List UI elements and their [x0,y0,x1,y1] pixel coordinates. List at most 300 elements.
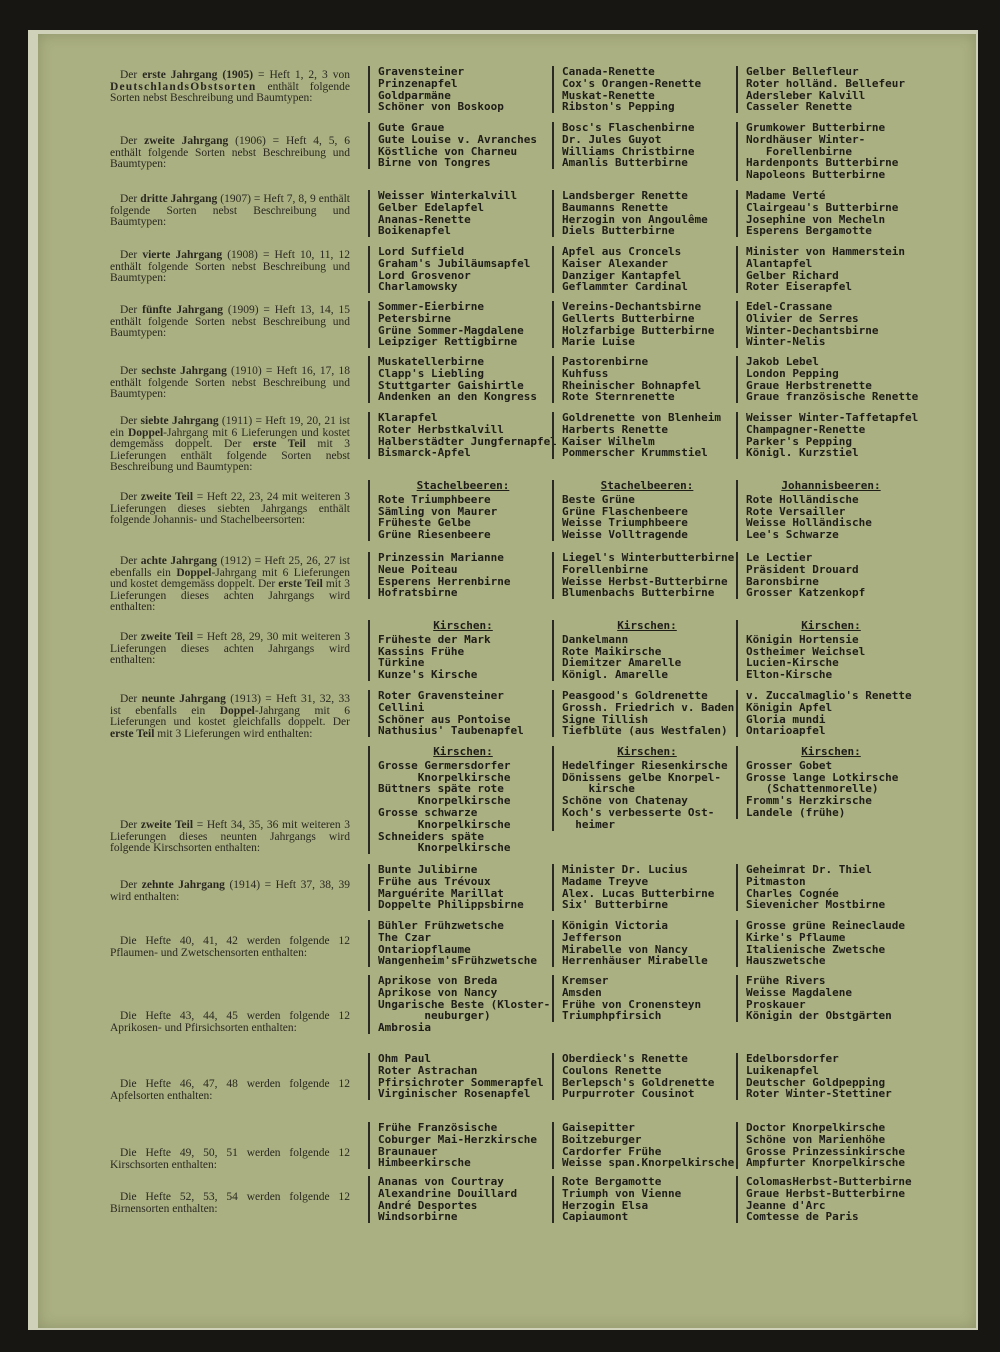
variety-name: Schöner von Boskoop [378,100,504,114]
description-text: zehnte Jahrgang [141,879,225,891]
variety-name: Grosse Germersdorfer [378,758,511,772]
variety-column [552,301,742,348]
variety-name: Roter Gravensteiner [378,689,504,702]
variety-name: v. Zuccalmaglio's Renette [746,689,912,702]
variety-name: Comtesse de Paris [746,1210,859,1224]
description-text: Der [120,819,141,831]
description-text: (1910) = Heft 16, 17, 18 enthält folgende Sorten nebst Beschreibung und Baumtypen: [110,365,350,401]
entry-description [110,694,350,740]
variety-name: Baronsbirne [746,574,819,588]
variety-name: Kassins Frühe [378,644,465,658]
variety-name: Klarapfel [378,411,438,424]
variety-name: Andenken an den Kongress [378,390,537,404]
variety-name: Stuttgarter Gaishirtle [378,378,524,392]
description-text: Der [120,491,141,503]
variety-name: Boitzeburger [562,1132,642,1146]
variety-name: Petersbirne [378,311,451,325]
variety-column [368,480,558,541]
variety-name: Goldrenette von Blenheim [562,411,721,424]
variety-name: Königin Victoria [562,919,668,932]
variety-name: Holzfarbige Butterbirne [562,323,715,337]
description-text: = Heft 28, 29, 30 mit weiteren 3 Lieferungen dieses achten Jahrgangs wird enthalten: [110,631,350,667]
variety-name: Baumanns Renette [562,200,668,214]
variety-name: Apfel aus Croncels [562,245,682,258]
description-text: mit 3 Lieferungen enthält folgende Sorten nebst Beschreibung und Baumtypen: [110,438,350,474]
description-text: Der [120,135,145,147]
description-text: (1908) = Heft 10, 11, 12 enthält folgende Sorten nebst Beschreibung und Baumtypen: [110,249,350,285]
variety-name: Geflammter Cardinal [562,280,688,294]
variety-name: Muskatellerbirne [378,355,484,368]
variety-column [736,920,926,967]
variety-name: Kuhfuss [562,366,609,380]
variety-name: Leipziger Rettigbirne [378,335,518,349]
variety-name: Clapp's Liebling [378,366,484,380]
variety-column [736,190,926,237]
variety-column [736,1176,926,1223]
variety-name: Doppelte Philippsbirne [378,898,524,912]
variety-name: Le Lectier [746,551,813,564]
variety-name: Aprikose von Breda [378,974,498,987]
variety-name: Königin der Obstgärten [746,1009,892,1023]
variety-name: Sievenicher Mostbirne [746,898,886,912]
variety-name: Champagner-Renette [746,422,866,436]
variety-column [552,1176,742,1223]
variety-name: Harberts Renette [562,422,668,436]
variety-name: Charles Cognée [746,886,839,900]
variety-name: Nathusius' Taubenapfel [378,724,524,738]
variety-name: Amsden [562,985,602,999]
variety-name: Bismarck-Apfel [378,446,471,460]
variety-name: Nordhäuser Winter- [746,132,866,146]
description-text: Der [120,555,141,567]
variety-name: Dr. Jules Guyot [562,132,662,146]
variety-name: Roter Astrachan [378,1063,478,1077]
entry-description [110,194,350,229]
variety-name: Capiaumont [562,1210,629,1224]
variety-name: Dankelmann [562,632,629,646]
variety-name: Jakob Lebel [746,355,819,368]
variety-name: Grosser Gobet [746,758,833,772]
variety-column [552,690,742,737]
description-text: enthält folgende Sorten nebst Beschreibung und Baumtypen: [110,80,350,105]
variety-column [368,66,558,113]
variety-column [552,620,742,681]
variety-name: Hardenponts Butterbirne [746,156,899,170]
variety-column [736,412,926,459]
variety-name: Ostheimer Weichsel [746,644,866,658]
variety-name: Edelborsdorfer [746,1052,839,1065]
variety-column [368,620,558,681]
variety-column [552,66,742,113]
variety-column [552,480,742,541]
variety-name: Italienische Zwetsche [746,942,886,956]
variety-name: Roter Eiserapfel [746,280,852,294]
variety-name: Blumenbachs Butterbirne [562,586,715,600]
variety-name: Gute Graue [378,121,445,134]
variety-name: Frühe Französische [378,1121,498,1134]
variety-name: Minister von Hammerstein [746,245,905,258]
description-text: erste Jahrgang (1905) [142,69,254,81]
description-text: zweite Teil [140,631,194,643]
variety-name: Aprikose von Nancy [378,985,498,999]
variety-name: Marguérite Marillat [378,886,504,900]
variety-name: Früheste Gelbe [378,516,471,530]
variety-column [368,246,558,293]
variety-name: Weisse span.Knorpelkirsche [562,1156,735,1170]
variety-name: Halberstädter Jungfernapfel [378,434,557,448]
variety-name: Rote Maikirsche [562,644,662,658]
description-text: Der [120,879,142,891]
variety-name: Alantapfel [746,256,813,270]
variety-name: Herzogin von Angoulême [562,212,708,226]
variety-column [552,746,742,831]
variety-name: Grüne Sommer-Magdalene [378,323,524,337]
description-text: Die Hefte 40, 41, 42 werden folgende 12 Pflaumen- und Zwetschensorten enthalten: [110,935,350,959]
variety-name: Coulons Renette [562,1063,662,1077]
variety-name: Grüne Flaschenbeere [562,504,688,518]
description-text: Die Hefte 46, 47, 48 werden folgende 12 Apfelsorten enthalten: [110,1078,350,1102]
description-text: (1907) = Heft 7, 8, 9 enthält folgende Sorten nebst Beschreibung und Baumtypen: [110,193,351,229]
variety-column [552,246,742,293]
variety-name: Bosc's Flaschenbirne [562,121,695,134]
variety-name: Triumph von Vienne [562,1186,682,1200]
variety-name: Pommerscher Krummstiel [562,446,708,460]
category-heading: Stachelbeeren: [416,479,510,492]
variety-column [736,480,926,541]
variety-name: Madame Verté [746,189,826,202]
variety-name: Königl. Kurzstiel [746,446,859,460]
variety-name: Gute Louise v. Avranches [378,132,537,146]
variety-name: Schöne von Chatenay [562,794,688,808]
entry-description [110,1192,350,1215]
variety-name: Köstliche von Charneu [378,144,518,158]
variety-name: Clairgeau's Butterbirne [746,200,899,214]
description-text: vierte Jahrgang [142,249,223,261]
variety-name: Knorpelkirsche [378,841,511,855]
variety-name: Cox's Orangen-Renette [562,76,702,90]
variety-name: Lord Suffield [378,245,465,258]
variety-name: Graue Herbst-Butterbirne [746,1186,905,1200]
variety-name: Kremser [562,974,609,987]
variety-name: kirsche [562,782,635,796]
variety-name: Jefferson [562,930,622,944]
entry-description [110,492,350,527]
variety-name: Königin Apfel [746,700,833,714]
variety-name: Birne von Tongres [378,156,491,170]
variety-name: Himbeerkirsche [378,1156,471,1170]
variety-name: Früheste der Mark [378,632,491,646]
description-text: DeutschlandsObstsorten [110,80,257,93]
category-heading: Kirschen: [433,619,493,632]
variety-name: Amanlis Butterbirne [562,156,688,170]
variety-name: Napoleons Butterbirne [746,168,886,182]
variety-name: Weisse Holländische [746,516,872,530]
variety-name: Deutscher Goldpepping [746,1075,886,1089]
variety-name: Königl. Amarelle [562,668,668,682]
variety-name: Luikenapfel [746,1063,819,1077]
description-text: fünfte Jahrgang [142,304,223,316]
variety-name: Roter Herbstkalvill [378,422,504,436]
variety-name: Ontarioapfel [746,724,826,738]
variety-name: Lee's Schwarze [746,528,839,542]
variety-column [736,552,926,599]
variety-column [736,620,926,681]
variety-name: Gellerts Butterbirne [562,311,695,325]
variety-name: Purpurroter Cousinot [562,1087,695,1101]
variety-name: Diemitzer Amarelle [562,656,682,670]
variety-name: Weisse Volltragende [562,528,688,542]
variety-name: (Schattenmorelle) [746,782,879,796]
variety-column [552,975,742,1022]
description-text: dritte Jahrgang [140,193,218,205]
variety-name: Berlepsch's Goldrenette [562,1075,715,1089]
description-text: -Jahrgang mit 6 Lieferungen und kostet gleichfalls doppelt. Der [110,704,350,729]
variety-name: Forellenbirne [562,562,649,576]
description-text: (1913) = Heft 31, 32, 33 ist ebenfalls ein [110,693,350,717]
variety-column [736,246,926,293]
variety-name: Hofratsbirne [378,586,458,600]
description-text: Der [120,304,143,316]
variety-name: Schöner aus Pontoise [378,712,511,726]
variety-name: Frühe Rivers [746,974,826,987]
variety-name: Ohm Paul [378,1052,431,1065]
variety-name: Roter Winter-Stettiner [746,1087,892,1101]
variety-column [368,920,558,967]
variety-name: Williams Christbirne [562,144,695,158]
description-text: Der [120,193,141,205]
variety-name: Sämling von Maurer [378,504,498,518]
variety-name: Schneiders späte [378,829,484,843]
entry-description [110,70,350,105]
description-text: = Heft 1, 2, 3 von [253,69,350,81]
variety-name: Weisse Herbst-Butterbirne [562,574,728,588]
variety-name: Signe Tillish [562,712,649,726]
variety-name: Präsident Drouard [746,562,859,576]
category-heading: Kirschen: [801,619,861,632]
description-text: erste Teil [252,438,306,451]
variety-column [552,552,742,599]
entry-description [110,250,350,285]
variety-name: Weisser Winter-Taffetapfel [746,411,919,424]
variety-column [736,975,926,1022]
variety-column [552,1122,742,1169]
variety-name: Madame Treyve [562,874,649,888]
variety-column [736,66,926,113]
variety-name: Rote Bergamotte [562,1175,662,1188]
description-text: Der [120,631,141,643]
variety-name: André Desportes [378,1198,478,1212]
variety-name: Prinzenapfel [378,76,458,90]
variety-name: Proskauer [746,997,806,1011]
variety-name: Büttners späte rote [378,782,504,796]
variety-name: Gelber Bellefleur [746,65,859,78]
variety-column [368,301,558,348]
variety-name: Bühler Frühzwetsche [378,919,504,932]
variety-name: Wangenheim'sFrühzwetsche [378,954,537,968]
description-text: sechste Jahrgang [141,365,227,377]
variety-name: Herzogin Elsa [562,1198,649,1212]
variety-name: Ananas-Renette [378,212,471,226]
description-text: (1912) = Heft 25, 26, 27 ist ebenfalls ein [110,555,350,579]
variety-name: Sommer-Eierbirne [378,300,484,313]
description-text: zweite Teil [140,819,194,831]
description-text: Doppel [128,426,164,439]
category-heading: Kirschen: [617,619,677,632]
entry-description [110,1011,350,1034]
variety-name: Diels Butterbirne [562,224,675,238]
description-text: Der [120,365,142,377]
variety-name: Rote Versailler [746,504,846,518]
variety-name: Herrenhäuser Mirabelle [562,954,708,968]
variety-name: Weisser Winterkalvill [378,189,518,202]
variety-name: Dönissens gelbe Knorpel- [562,770,721,784]
variety-column [552,1053,742,1100]
variety-name: Grumkower Butterbirne [746,121,886,134]
description-text: mit 3 Lieferungen dieses achten Jahrgangs wird enthalten: [110,578,350,614]
variety-name: Königin Hortensie [746,632,859,646]
entry-description [110,136,350,171]
variety-column [368,690,558,737]
variety-name: Ribston's Pepping [562,100,675,114]
variety-name: Casseler Renette [746,100,852,114]
variety-name: Grosse Prinzessinkirsche [746,1144,905,1158]
variety-name: London Pepping [746,366,839,380]
entry-description [110,1148,350,1171]
variety-name: Lucien-Kirsche [746,656,839,670]
variety-column [368,1122,558,1169]
variety-name: Adersleber Kalvill [746,88,866,102]
variety-name: Ananas von Courtray [378,1175,504,1188]
category-heading: Kirschen: [801,745,861,758]
variety-column [368,190,558,237]
variety-name: Knorpelkirsche [378,770,511,784]
variety-name: Kirke's Pflaume [746,930,846,944]
description-text: zweite Jahrgang [144,135,229,147]
variety-column [736,1053,926,1100]
description-text: erste Teil [110,727,155,740]
variety-name: Knorpelkirsche [378,794,511,808]
variety-name: Geheimrat Dr. Thiel [746,863,872,876]
variety-name: Grosse grüne Reineclaude [746,919,905,932]
variety-name: Alex. Lucas Butterbirne [562,886,715,900]
variety-column [552,122,742,169]
variety-column [736,301,926,348]
description-text: -Jahrgang mit 6 Lieferungen und kostet demgemäss doppelt. Der [110,426,350,451]
variety-column [368,1176,558,1223]
variety-name: Tiefblüte (aus Westfalen) [562,724,728,738]
description-text: = Heft 22, 23, 24 mit weiteren 3 Lieferungen dieses siebten Jahrgangs enthält folgende Johannis- und Stachelbeersorten: [110,491,350,527]
variety-name: Pitmaston [746,874,806,888]
description-text: Doppel [219,704,255,717]
variety-name: Peasgood's Goldrenette [562,689,708,702]
variety-name: Braunauer [378,1144,438,1158]
variety-column [368,356,558,403]
variety-name: Olivier de Serres [746,311,859,325]
variety-name: Rote Sternrenette [562,390,675,404]
variety-column [552,356,742,403]
variety-name: Grosser Katzenkopf [746,586,866,600]
variety-name: Frühe von Cronensteyn [562,997,702,1011]
variety-name: Six' Butterbirne [562,898,668,912]
description-text: neunte Jahrgang [141,693,226,705]
variety-name: Josephine von Mecheln [746,212,886,226]
variety-name: Beste Grüne [562,492,635,506]
variety-name: Winter-Dechantsbirne [746,323,879,337]
variety-name: Prinzessin Marianne [378,551,504,564]
variety-name: Coburger Mai-Herzkirsche [378,1132,537,1146]
variety-name: Schöne von Marienhöhe [746,1132,886,1146]
variety-name: ColomasHerbst-Butterbirne [746,1175,912,1188]
variety-name: Grosse schwarze [378,805,478,819]
description-text: Die Hefte 52, 53, 54 werden folgende 12 Birnensorten enthalten: [110,1191,350,1215]
variety-name: Landele (frühe) [746,805,846,819]
description-text: Der [120,415,141,427]
variety-name: Ontariopflaume [378,942,471,956]
variety-column [368,1053,558,1100]
description-text: -Jahrgang mit 6 Lieferungen und kostet demgemäss doppelt. Der [110,566,350,591]
variety-name: Windsorbirne [378,1210,458,1224]
variety-name: The Czar [378,930,431,944]
variety-name: Graue französische Renette [746,390,919,404]
variety-name: Danziger Kantapfel [562,268,682,282]
variety-name: Parker's Pepping [746,434,852,448]
variety-name: Triumphpfirsich [562,1009,662,1023]
variety-name: Marie Luise [562,335,635,349]
variety-name: Landsberger Renette [562,189,688,202]
variety-name: Jeanne d'Arc [746,1198,826,1212]
variety-column [368,122,558,169]
variety-name: Gravensteiner [378,65,465,78]
variety-name: Ampfurter Knorpelkirsche [746,1156,905,1170]
variety-name: Esperens Bergamotte [746,224,872,238]
variety-name: Bunte Julibirne [378,863,478,876]
variety-name: Elton-Kirsche [746,668,833,682]
category-heading: Johannisbeeren: [781,479,881,492]
variety-name: Roter holländ. Bellefeur [746,76,905,90]
variety-name: Neue Poiteau [378,562,458,576]
entry-description [110,416,350,474]
variety-name: Fromm's Herzkirsche [746,794,872,808]
description-text: Die Hefte 43, 44, 45 werden folgende 12 Aprikosen- und Pfirsichsorten enthalten: [110,1010,350,1034]
entry-description [110,1079,350,1102]
variety-name: Forellenbirne [746,144,852,158]
variety-name: Rote Triumphbeere [378,492,491,506]
description-text: Die Hefte 49, 50, 51 werden folgende 12 Kirschsorten enthalten: [110,1147,350,1171]
variety-name: Ungarische Beste (Kloster- [378,997,551,1011]
variety-name: Winter-Nelis [746,335,826,349]
variety-name: Kunze's Kirsche [378,668,478,682]
entry-description [110,305,350,340]
variety-column [368,552,558,599]
variety-name: Koch's verbesserte Ost- [562,805,715,819]
catalog-page [38,34,976,1328]
variety-column [736,746,926,819]
variety-name: Edel-Crassane [746,300,833,313]
variety-name: Virginischer Rosenapfel [378,1087,531,1101]
entry-description [110,556,350,614]
variety-name: Cardorfer Frühe [562,1144,662,1158]
variety-name: Canada-Renette [562,65,655,78]
variety-name: Pfirsichroter Sommerapfel [378,1075,544,1089]
variety-name: Türkine [378,656,425,670]
variety-name: Ambrosia [378,1021,431,1035]
variety-name: Hedelfinger Riesenkirsche [562,758,728,772]
variety-name: Graue Herbstrenette [746,378,872,392]
variety-name: Grossh. Friedrich v. Baden [562,700,735,714]
variety-name: Liegel's Winterbutterbirne [562,551,735,564]
variety-name: Hauszwetsche [746,954,826,968]
variety-column [368,864,558,911]
